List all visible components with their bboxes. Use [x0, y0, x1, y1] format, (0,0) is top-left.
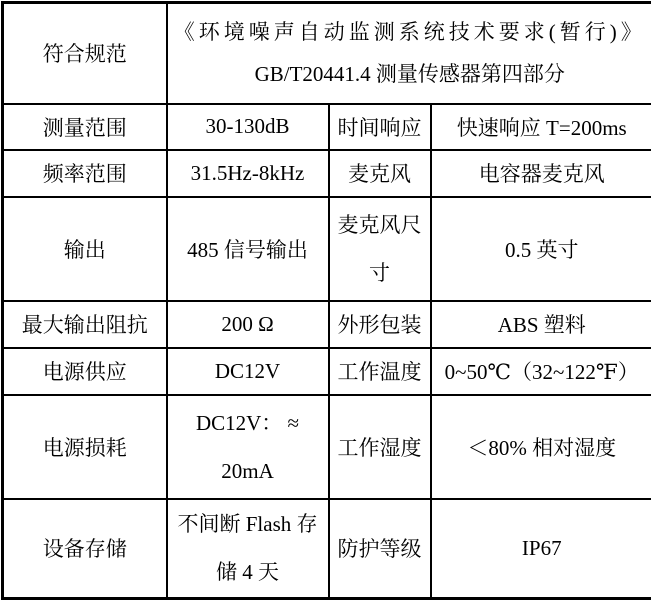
- table-row-frequency: [3, 150, 651, 197]
- spec-value-power-supply: DC12V: [167, 348, 329, 395]
- table-row-storage: [3, 499, 651, 599]
- compliance-standard-number: GB/T20441.4 测量传感器第四部分: [168, 53, 651, 95]
- spec-label-device-storage: 设备存储: [3, 499, 167, 599]
- table-row-power-consumption: [3, 395, 651, 499]
- spec-value-device-storage: [167, 499, 329, 599]
- spec-value-measurement-range: 30-130dB: [167, 104, 329, 150]
- spec-label-measurement-range: 测量范围: [3, 104, 167, 150]
- spec-value-power-consumption: [167, 395, 329, 499]
- spec-value-housing: ABS 塑料: [431, 301, 651, 348]
- spec-label-protection-rating: 防护等级: [329, 499, 431, 599]
- spec-label-power-supply: 电源供应: [3, 348, 167, 395]
- device-storage-value-line2: 储 4 天: [168, 548, 328, 596]
- table-row-impedance: [3, 301, 651, 348]
- power-consumption-value-line1: DC12V： ≈: [168, 399, 328, 447]
- spec-value-operating-temperature: 0~50℃（32~122℉）: [431, 348, 651, 395]
- spec-table: [1, 1, 651, 600]
- microphone-size-label-line2: 寸: [330, 249, 430, 297]
- spec-label-max-output-impedance: 最大输出阻抗: [3, 301, 167, 348]
- spec-value-compliance: [167, 3, 651, 104]
- spec-label-frequency-range: 频率范围: [3, 150, 167, 197]
- table-row-measurement: [3, 104, 651, 150]
- spec-label-operating-humidity: 工作湿度: [329, 395, 431, 499]
- compliance-standard-title: 《环境噪声自动监测系统技术要求(暂行)》: [168, 11, 651, 53]
- spec-label-power-consumption: 电源损耗: [3, 395, 167, 499]
- spec-label-output: 输出: [3, 197, 167, 301]
- power-consumption-value-line2: 20mA: [168, 447, 328, 495]
- spec-label-operating-temperature: 工作温度: [329, 348, 431, 395]
- spec-label-microphone-size: [329, 197, 431, 301]
- device-storage-value-line1: 不间断 Flash 存: [168, 500, 328, 548]
- spec-value-frequency-range: 31.5Hz-8kHz: [167, 150, 329, 197]
- spec-label-housing: 外形包装: [329, 301, 431, 348]
- spec-value-max-output-impedance: 200 Ω: [167, 301, 329, 348]
- microphone-size-label-line1: 麦克风尺: [330, 201, 430, 249]
- table-row-power-supply: [3, 348, 651, 395]
- spec-value-output: 485 信号输出: [167, 197, 329, 301]
- spec-value-protection-rating: IP67: [431, 499, 651, 599]
- table-row-compliance: [3, 3, 651, 104]
- table-row-output: [3, 197, 651, 301]
- spec-label-compliance: 符合规范: [3, 3, 167, 104]
- spec-label-time-response: 时间响应: [329, 104, 431, 150]
- spec-value-microphone: 电容器麦克风: [431, 150, 651, 197]
- spec-label-microphone: 麦克风: [329, 150, 431, 197]
- spec-value-time-response: 快速响应 T=200ms: [431, 104, 651, 150]
- spec-value-operating-humidity: ＜80% 相对湿度: [431, 395, 651, 499]
- spec-value-microphone-size: 0.5 英寸: [431, 197, 651, 301]
